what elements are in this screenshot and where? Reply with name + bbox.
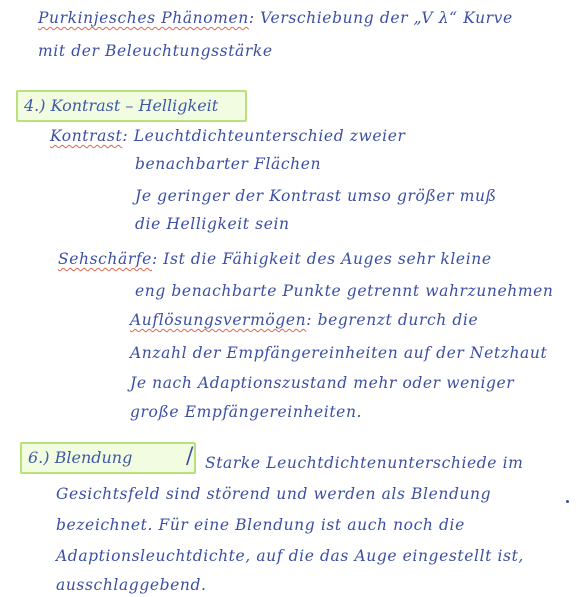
text-line-sehschaerfe-1 [58, 249, 492, 269]
separator-slash: / [186, 444, 194, 469]
aufloesung-definition-1: : begrenzt durch die [306, 311, 479, 329]
blendung-definition-5: ausschlaggebend. [56, 576, 207, 594]
blendung-definition-2: Gesichtsfeld sind störend und werden als Blendung [56, 485, 492, 503]
section-heading-4: 4.) Kontrast – Helligkeit [16, 90, 247, 122]
text-line-1 [38, 8, 513, 28]
text-line-aufloesung-1 [130, 310, 478, 330]
term-purkinje: Purkinjesches Phänomen [38, 9, 249, 27]
term-kontrast: Kontrast [50, 127, 123, 145]
blendung-definition-1: Starke Leuchtdichtenunterschiede im [205, 454, 524, 472]
kontrast-definition-2: benachbarter Flächen [135, 155, 322, 173]
blendung-definition-3: bezeichnet. Für eine Blendung ist auch noch die [56, 516, 465, 534]
term-sehschaerfe: Sehschärfe [58, 250, 152, 268]
sehschaerfe-definition-2: eng benachbarte Punkte getrennt wahrzunehmen [135, 282, 554, 300]
sehschaerfe-definition-1: : Ist die Fähigkeit des Auges sehr kleine [151, 250, 492, 268]
text-line-2: mit der Beleuchtungsstärke [38, 42, 273, 60]
aufloesung-definition-4: große Empfängereinheiten. [130, 403, 363, 421]
purkinje-definition: : Verschiebung der „V λ“ Kurve [248, 9, 513, 27]
kontrast-definition-3: Je geringer der Kontrast umso größer muß [135, 187, 497, 205]
text-line-kontrast-1 [50, 126, 406, 146]
section-heading-6: 6.) Blendung [20, 442, 196, 474]
kontrast-definition-4: die Helligkeit sein [135, 215, 290, 233]
kontrast-definition-1: : Leuchtdichteunterschied zweier [122, 127, 406, 145]
term-aufloesungsvermoegen: Auflösungsvermögen [130, 311, 307, 329]
ink-dot [566, 500, 569, 503]
aufloesung-definition-2: Anzahl der Empfängereinheiten auf der Netzhaut [130, 344, 548, 362]
blendung-definition-4: Adaptionsleuchtdichte, auf die das Auge eingestellt ist, [56, 547, 524, 565]
aufloesung-definition-3: Je nach Adaptionszustand mehr oder weniger [130, 374, 515, 392]
